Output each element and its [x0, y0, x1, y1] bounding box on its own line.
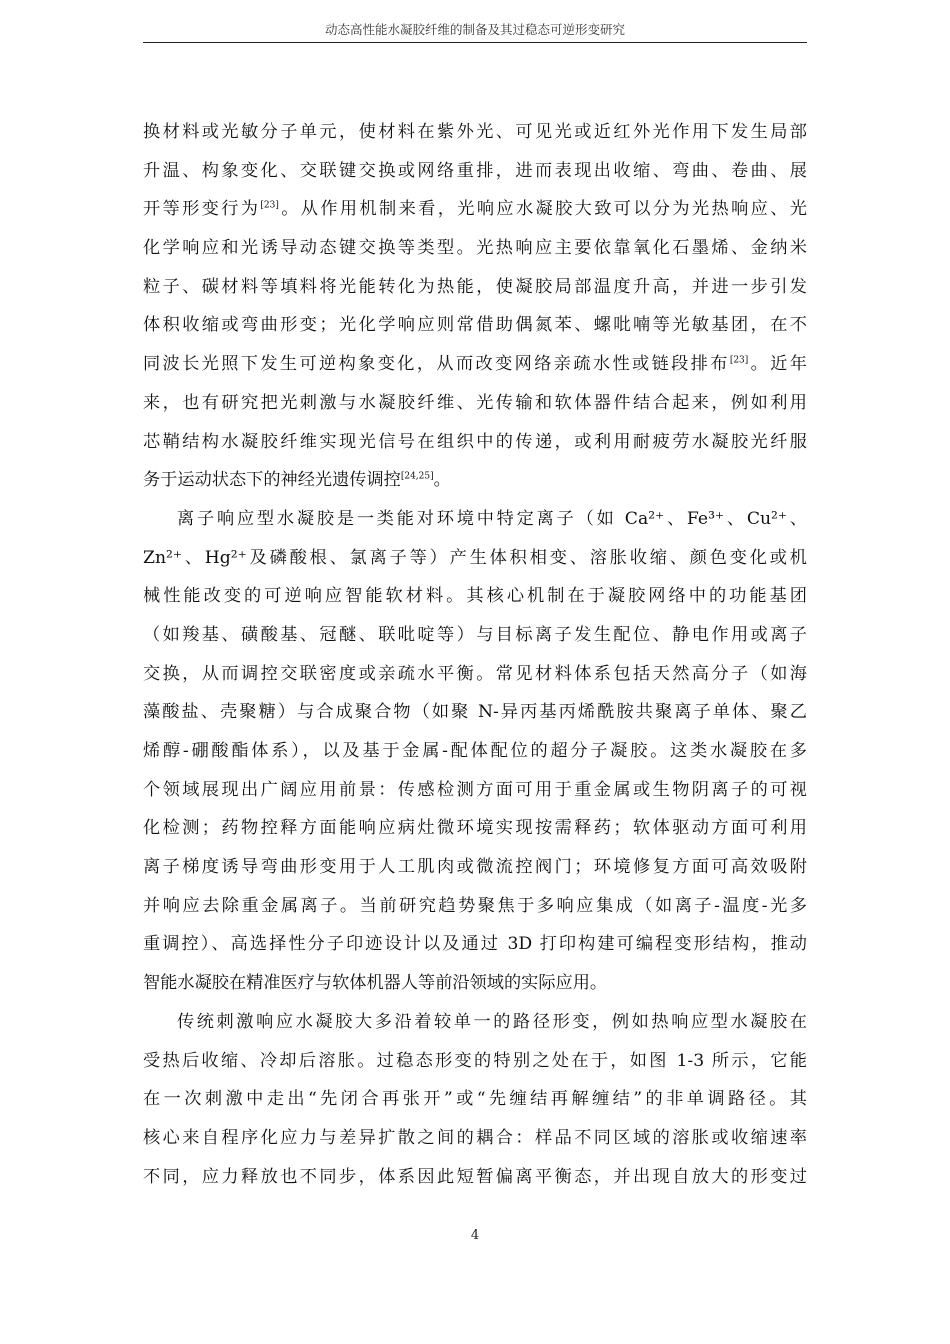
- text-line: 离子响应型水凝胶是一类能对环境中特定离子（如 Ca²⁺、Fe³⁺、Cu²⁺、: [177, 508, 807, 529]
- text-line: 开等形变行为[23]。从作用机制来看，光响应水凝胶大致可以分为光热响应、光: [143, 199, 807, 220]
- text-line: 重调控）、高选择性分子印迹设计以及通过 3D 打印构建可编程变形结构，推动: [143, 934, 807, 955]
- paragraph-2: [143, 500, 807, 1003]
- text-line: 交换，从而调控交联密度或亲疏水平衡。常见材料体系包括天然高分子（如海: [143, 663, 807, 684]
- text-line: 智能水凝胶在精准医疗与软体机器人等前沿领域的实际应用。: [143, 973, 608, 994]
- text-line: 来，也有研究把光刺激与水凝胶纤维、光传输和软体器件结合起来，例如利用: [143, 392, 807, 413]
- text-line: 换材料或光敏分子单元，使材料在紫外光、可见光或近红外光作用下发生局部: [143, 122, 807, 142]
- text-line: 械性能改变的可逆响应智能软材料。其核心机制在于凝胶网络中的功能基团: [143, 586, 807, 607]
- text-line: 体积收缩或弯曲形变；光化学响应则常借助偶氮苯、螺吡喃等光敏基团，在不: [143, 315, 807, 336]
- text-line: 芯鞘结构水凝胶纤维实现光信号在组织中的传递，或利用耐疲劳水凝胶光纤服: [143, 431, 807, 452]
- text-line: 务于运动状态下的神经光遗传调控[24,25]。: [143, 470, 451, 491]
- text-line: 受热后收缩、冷却后溶胀。过稳态形变的特别之处在于，如图 1-3 所示，它能: [143, 1050, 807, 1071]
- paragraph-3: [143, 1003, 807, 1196]
- text-line: 并响应去除重金属离子。当前研究趋势聚焦于多响应集成（如离子-温度-光多: [143, 895, 807, 916]
- text-line: 化学响应和光诱导动态键交换等类型。光热响应主要依靠氧化石墨烯、金纳米: [143, 238, 807, 259]
- text-line: 烯醇-硼酸酯体系），以及基于金属-配体配位的超分子凝胶。这类水凝胶在多: [143, 741, 807, 761]
- text-line: 核心来自程序化应力与差异扩散之间的耦合：样品不同区域的溶胀或收缩速率: [143, 1127, 807, 1148]
- text-line: 传统刺激响应水凝胶大多沿着较单一的路径形变，例如热响应型水凝胶在: [177, 1011, 807, 1032]
- citation: [23]: [260, 200, 279, 211]
- citation: [23]: [729, 355, 749, 366]
- text-line: 粒子、碳材料等填料将光能转化为热能，使凝胶局部温度升高，并进一步引发: [143, 276, 807, 297]
- text-line: 同波长光照下发生可逆构象变化，从而改变网络亲疏水性或链段排布[23]。近年: [143, 354, 807, 375]
- text-line: 不同，应力释放也不同步，体系因此短暂偏离平衡态，并出现自放大的形变过: [143, 1166, 807, 1187]
- text-line: Zn²⁺、Hg²⁺及磷酸根、氯离子等）产生体积相变、溶胀收缩、颜色变化或机: [143, 547, 807, 568]
- running-header-title: 动态高性能水凝胶纤维的制备及其过稳态可逆形变研究: [324, 22, 625, 37]
- citation: [24,25]: [400, 471, 434, 482]
- page-number: 4: [470, 1228, 480, 1243]
- text-line: 个领域展现出广阔应用前景：传感检测方面可用于重金属或生物阴离子的可视: [143, 779, 807, 800]
- running-header: [143, 20, 807, 43]
- text-line: 化检测；药物控释方面能响应病灶微环境实现按需释药；软体驱动方面可利用: [143, 818, 807, 839]
- body-text: [143, 113, 807, 1196]
- text-line: （如羧基、磺酸基、冠醚、联吡啶等）与目标离子发生配位、静电作用或离子: [143, 624, 807, 645]
- text-line: 藻酸盐、壳聚糖）与合成聚合物（如聚 N-异丙基丙烯酰胺共聚离子单体、聚乙: [143, 702, 807, 723]
- paragraph-1: [143, 113, 807, 500]
- text-line: 在一次刺激中走出“先闭合再张开”或“先缠结再解缠结”的非单调路径。其: [143, 1089, 807, 1110]
- page-footer: [0, 1226, 950, 1246]
- text-line: 升温、构象变化、交联键交换或网络重排，进而表现出收缩、弯曲、卷曲、展: [143, 160, 807, 181]
- text-line: 离子梯度诱导弯曲形变用于人工肌肉或微流控阀门；环境修复方面可高效吸附: [143, 857, 807, 878]
